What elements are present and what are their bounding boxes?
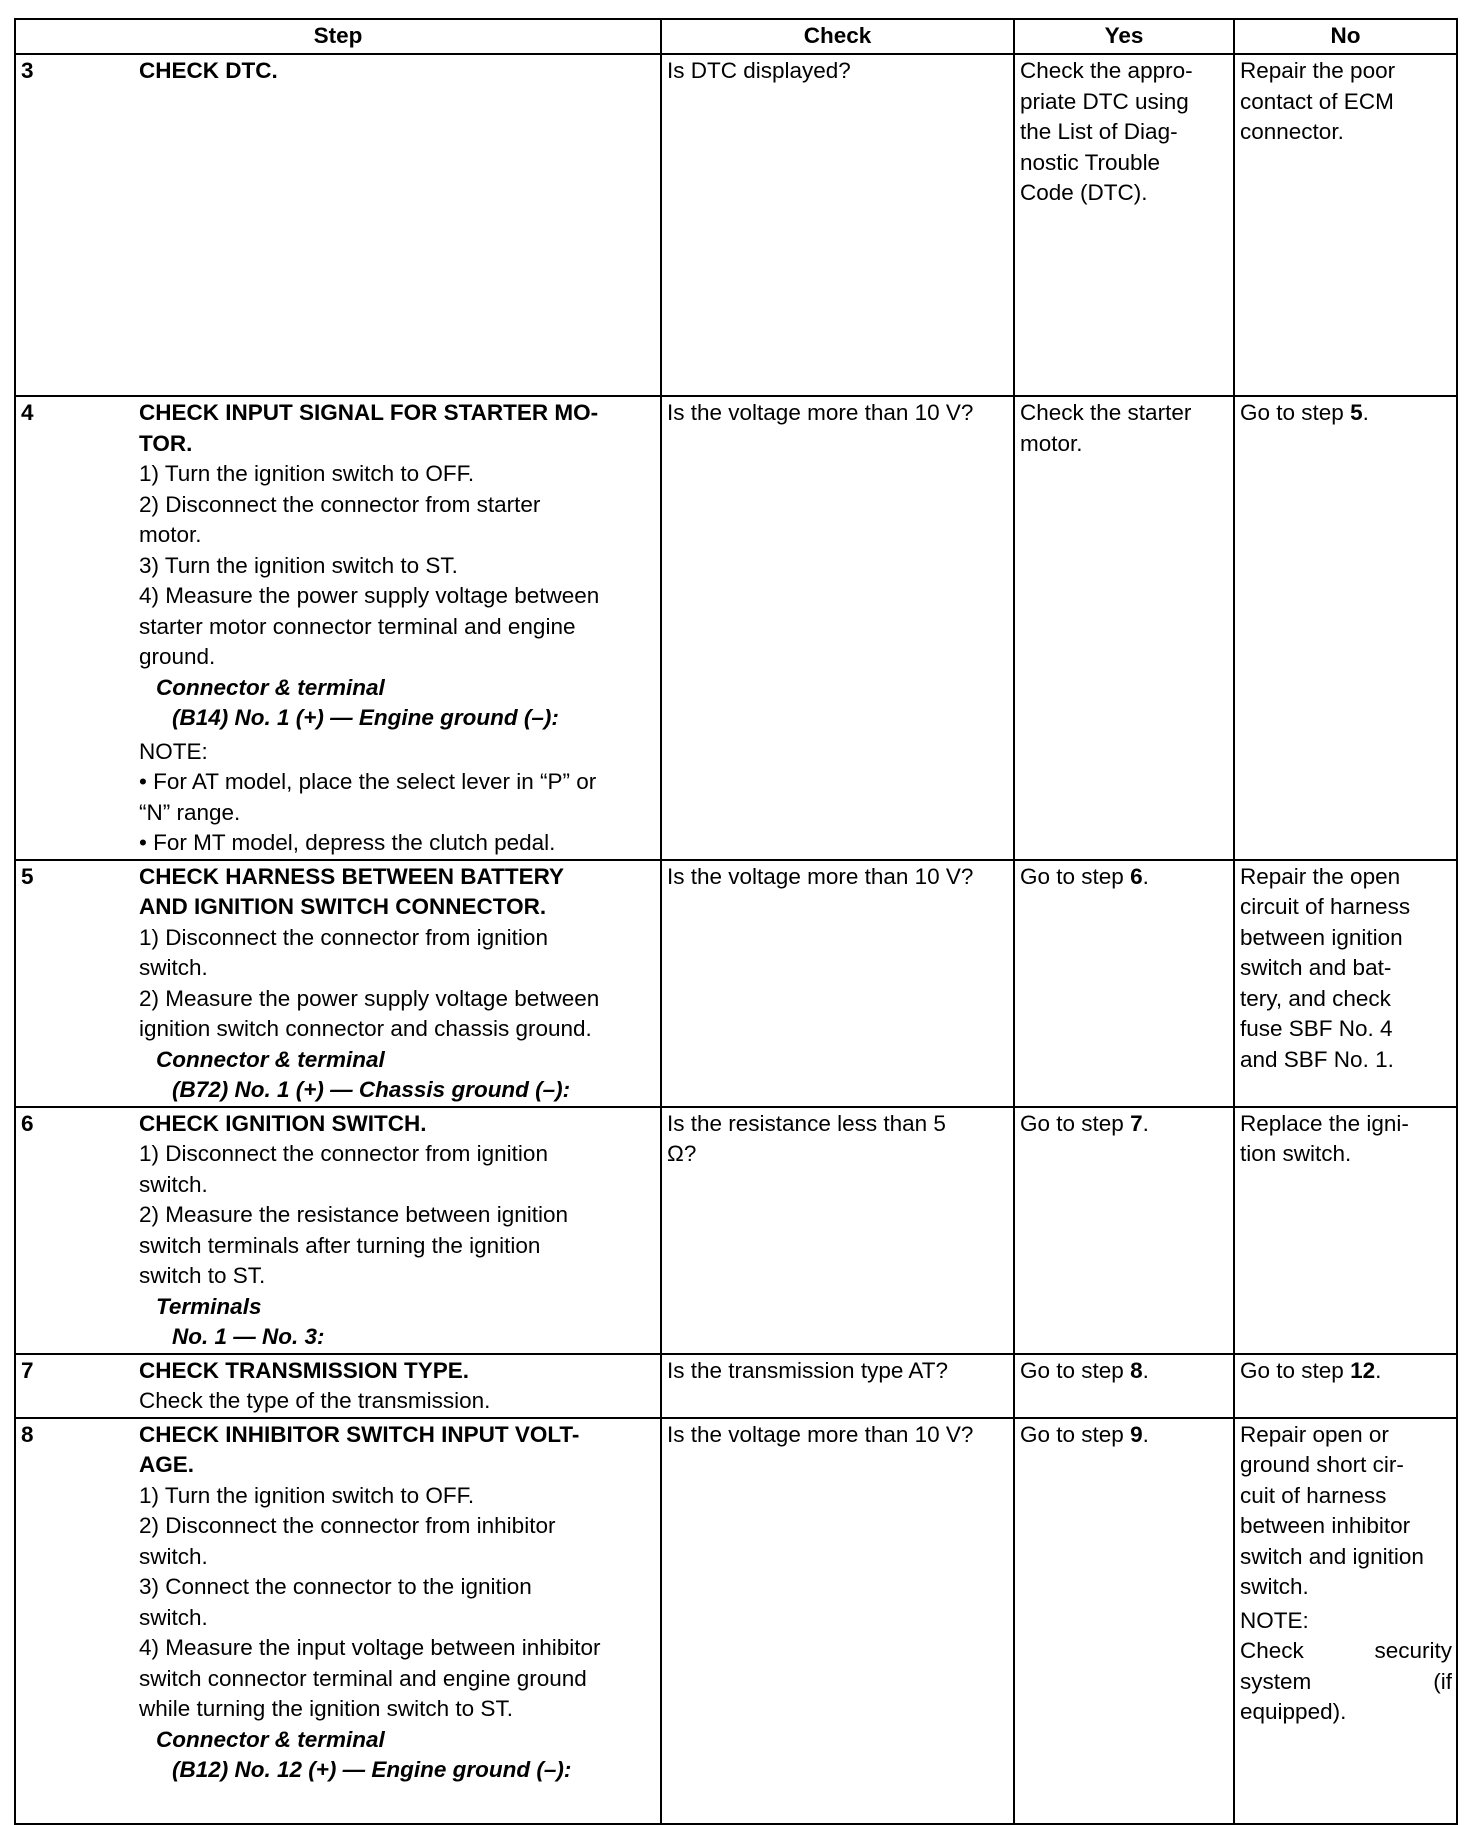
step-instruction: switch. — [139, 1543, 208, 1569]
step-title: CHECK IGNITION SWITCH. — [139, 1110, 427, 1136]
step-number: 6 — [21, 1110, 34, 1136]
no-cell — [1234, 1418, 1457, 1824]
step-instruction: 2) Measure the resistance between ignition — [139, 1202, 568, 1227]
no-line: tery, and check — [1240, 985, 1391, 1011]
step-instruction: 1) Turn the ignition switch to OFF. — [139, 461, 475, 486]
header-yes: Yes — [1014, 19, 1234, 54]
check-cell: Is the transmission type AT? — [661, 1354, 1014, 1418]
no-line: tion switch. — [1240, 1141, 1352, 1166]
check-line: Ω? — [667, 1141, 697, 1166]
goto-step-number: 12 — [1350, 1357, 1376, 1383]
no-cell — [1234, 860, 1457, 1107]
table-row — [15, 1418, 1457, 1824]
step-title: CHECK INPUT SIGNAL FOR STARTER MO- — [139, 400, 599, 425]
step-instruction: 1) Disconnect the connector from ignition — [139, 924, 548, 950]
yes-line: Check the starter — [1020, 400, 1192, 425]
header-step: Step — [15, 19, 661, 54]
diagnostic-table — [14, 18, 1458, 1825]
step-instruction: switch terminals after turning the ignition — [139, 1232, 541, 1258]
note-line: “N” range. — [139, 799, 241, 825]
yes-line: Check the appro- — [1020, 58, 1193, 83]
no-line: between inhibitor — [1240, 1513, 1411, 1538]
step-title: CHECK INHIBITOR SWITCH INPUT VOLT- — [139, 1421, 580, 1447]
yes-cell — [1014, 1107, 1234, 1354]
table-row — [15, 860, 1457, 1107]
step-instruction: 2) Measure the power supply voltage between — [139, 985, 600, 1011]
step-title: CHECK HARNESS BETWEEN BATTERY — [139, 863, 565, 889]
diagnostic-table-container — [14, 18, 1456, 1825]
step-instruction: 3) Connect the connector to the ignition — [139, 1574, 532, 1599]
step-cell — [15, 1107, 661, 1354]
no-cell — [1234, 1107, 1457, 1354]
goto-suffix: . — [1375, 1357, 1382, 1383]
step-cell — [15, 54, 661, 396]
step-cell — [15, 860, 661, 1107]
step-title-cont: AGE. — [139, 1452, 195, 1477]
step-instruction: switch. — [139, 1604, 208, 1630]
note-line: • For MT model, depress the clutch pedal. — [139, 830, 556, 855]
no-line: between ignition — [1240, 924, 1403, 950]
no-line: Repair the poor — [1240, 58, 1396, 83]
goto-suffix: . — [1142, 1421, 1149, 1447]
note-line: equipped). — [1240, 1699, 1347, 1724]
goto-step-number: 8 — [1130, 1357, 1143, 1383]
step-number: 7 — [21, 1357, 34, 1383]
step-number: 4 — [21, 400, 34, 425]
goto-text: Go to step — [1020, 863, 1131, 889]
goto-step-number: 6 — [1130, 863, 1143, 889]
step-cell — [15, 1354, 661, 1418]
yes-line: nostic Trouble — [1020, 149, 1161, 175]
goto-step-number: 7 — [1130, 1110, 1143, 1136]
step-instruction: 1) Turn the ignition switch to OFF. — [139, 1482, 475, 1508]
step-instruction: 4) Measure the power supply voltage between — [139, 583, 600, 608]
note-line: system (if — [1240, 1668, 1452, 1694]
step-instruction: motor. — [139, 522, 202, 547]
terminals-label: Terminals — [156, 1293, 262, 1319]
step-instruction: starter motor connector terminal and engine — [139, 613, 576, 639]
goto-text: Go to step — [1020, 1357, 1131, 1383]
step-instruction: switch connector terminal and engine ground — [139, 1665, 587, 1691]
no-line: Replace the igni- — [1240, 1110, 1409, 1136]
step-title-cont: AND IGNITION SWITCH CONNECTOR. — [139, 894, 547, 919]
step-instruction: 4) Measure the input voltage between inhibitor — [139, 1635, 601, 1660]
no-line: contact of ECM — [1240, 88, 1394, 114]
note-line: • For AT model, place the select lever in “P” or — [139, 769, 597, 794]
step-number: 8 — [21, 1421, 34, 1447]
no-line: connector. — [1240, 119, 1344, 144]
header-check: Check — [661, 19, 1014, 54]
step-title-cont: TOR. — [139, 430, 193, 456]
table-header-row — [15, 19, 1457, 54]
step-number: 5 — [21, 863, 34, 889]
connector-value: (B12) No. 12 (+) — Engine ground (–): — [172, 1757, 572, 1782]
no-line: and SBF No. 1. — [1240, 1046, 1394, 1072]
step-cell — [15, 1418, 661, 1824]
step-title: CHECK DTC. — [139, 58, 278, 83]
step-instruction: while turning the ignition switch to ST. — [139, 1696, 513, 1721]
terminals-value: No. 1 — No. 3: — [172, 1324, 325, 1349]
check-cell: Is DTC displayed? — [661, 54, 1014, 396]
step-instruction: 3) Turn the ignition switch to ST. — [139, 552, 458, 578]
no-line: Repair open or — [1240, 1421, 1389, 1447]
step-instruction: Check the type of the transmission. — [139, 1388, 491, 1413]
step-cell — [15, 396, 661, 860]
check-cell: Is the voltage more than 10 V? — [661, 860, 1014, 1107]
connector-value: (B14) No. 1 (+) — Engine ground (–): — [172, 705, 559, 730]
goto-text: Go to step — [1020, 1110, 1131, 1136]
no-cell — [1234, 1354, 1457, 1418]
step-instruction: 2) Disconnect the connector from inhibitor — [139, 1513, 556, 1538]
goto-step-number: 9 — [1130, 1421, 1143, 1447]
yes-line: priate DTC using — [1020, 88, 1189, 114]
yes-cell — [1014, 396, 1234, 860]
no-line: switch and bat- — [1240, 955, 1392, 980]
no-line: Repair the open — [1240, 863, 1401, 889]
no-line: circuit of harness — [1240, 894, 1411, 919]
note-label: NOTE: — [139, 738, 208, 764]
goto-suffix: . — [1142, 863, 1149, 889]
no-cell — [1234, 396, 1457, 860]
goto-suffix: . — [1142, 1357, 1149, 1383]
goto-text: Go to step — [1240, 1357, 1351, 1383]
step-instruction: 1) Disconnect the connector from ignition — [139, 1141, 548, 1166]
step-number: 3 — [21, 58, 34, 83]
connector-label: Connector & terminal — [156, 1726, 385, 1752]
yes-line: the List of Diag- — [1020, 119, 1178, 144]
table-row — [15, 1354, 1457, 1418]
connector-label: Connector & terminal — [156, 1046, 385, 1072]
goto-suffix: . — [1142, 1110, 1149, 1136]
yes-cell — [1014, 1418, 1234, 1824]
step-instruction: switch. — [139, 955, 208, 980]
goto-text: Go to step — [1020, 1421, 1131, 1447]
yes-line: Code (DTC). — [1020, 180, 1148, 205]
check-cell — [661, 1107, 1014, 1354]
no-cell — [1234, 54, 1457, 396]
note-line: Check security — [1240, 1638, 1452, 1663]
connector-label: Connector & terminal — [156, 674, 385, 700]
note-label: NOTE: — [1240, 1607, 1309, 1633]
connector-value: (B72) No. 1 (+) — Chassis ground (–): — [172, 1077, 571, 1102]
yes-line: motor. — [1020, 430, 1083, 456]
check-line: Is the resistance less than 5 — [667, 1110, 946, 1136]
table-row — [15, 396, 1457, 860]
step-instruction: ground. — [139, 644, 216, 669]
yes-cell — [1014, 54, 1234, 396]
no-line: fuse SBF No. 4 — [1240, 1016, 1393, 1041]
yes-cell — [1014, 860, 1234, 1107]
yes-cell — [1014, 1354, 1234, 1418]
no-line: switch and ignition — [1240, 1543, 1424, 1569]
table-row — [15, 54, 1457, 396]
step-title: CHECK TRANSMISSION TYPE. — [139, 1357, 470, 1383]
step-instruction: ignition switch connector and chassis ground. — [139, 1016, 592, 1041]
check-cell: Is the voltage more than 10 V? — [661, 1418, 1014, 1824]
header-no: No — [1234, 19, 1457, 54]
no-line: switch. — [1240, 1574, 1309, 1599]
goto-suffix: . — [1362, 400, 1369, 425]
step-instruction: 2) Disconnect the connector from starter — [139, 491, 541, 517]
check-cell: Is the voltage more than 10 V? — [661, 396, 1014, 860]
step-instruction: switch to ST. — [139, 1263, 266, 1288]
goto-text: Go to step — [1240, 400, 1351, 425]
table-row — [15, 1107, 1457, 1354]
step-instruction: switch. — [139, 1171, 208, 1197]
goto-step-number: 5 — [1350, 400, 1363, 425]
no-line: ground short cir- — [1240, 1452, 1404, 1477]
no-line: cuit of harness — [1240, 1482, 1387, 1508]
